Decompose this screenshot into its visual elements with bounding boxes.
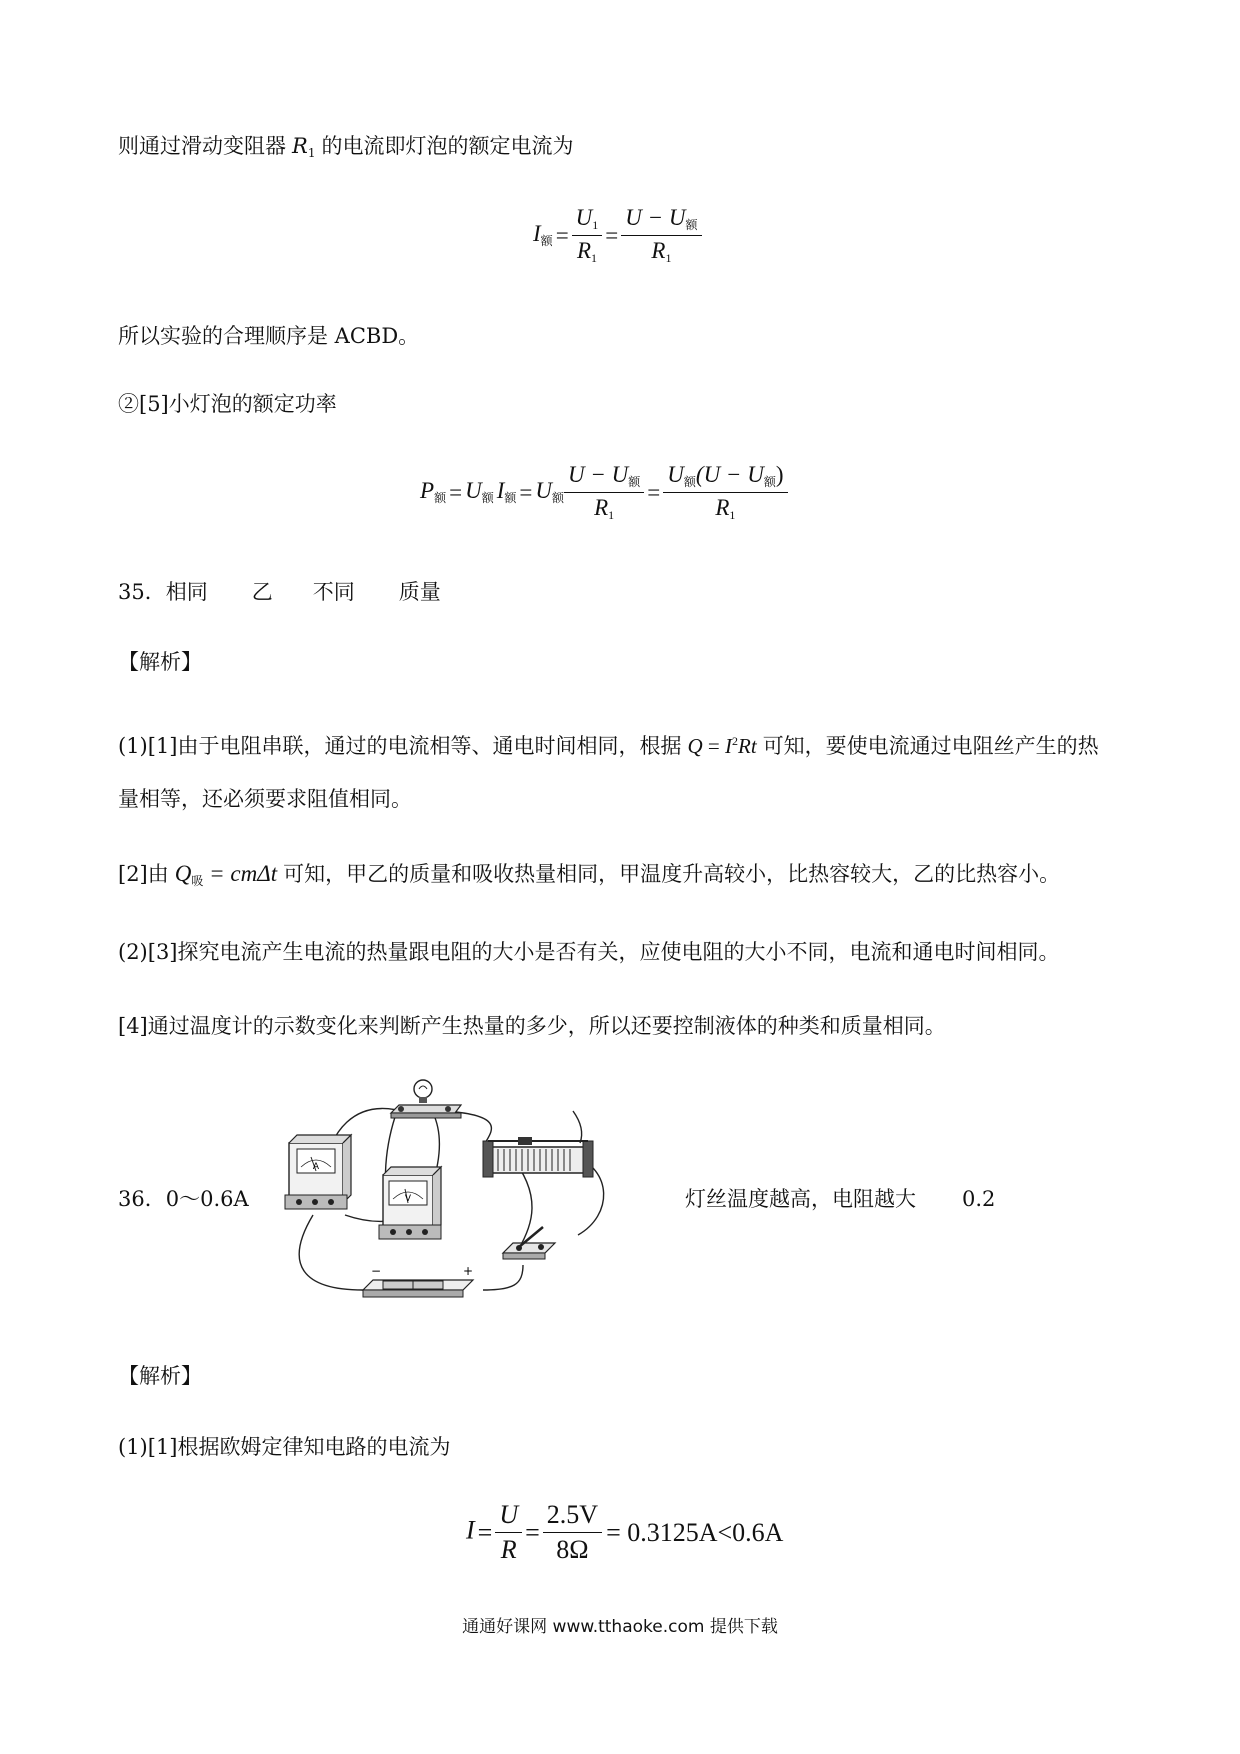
formula-joule: $Q = I^2Rt$: [687, 734, 757, 758]
analysis-p4: [4]通过温度计的示数变化来判断产生热量的多少，所以还要控制液体的种类和质量相同。: [118, 1014, 946, 1038]
analysis-heading-2: 【解析】: [118, 1364, 202, 1388]
switch-icon: [503, 1227, 555, 1259]
bulb-icon: [391, 1080, 461, 1118]
page-footer: 通通好课网 www.tthaoke.com 提供下载: [462, 1617, 778, 1637]
analysis-p2: [2]由 $Q_吸 = cm\Delta t$ 可知，甲乙的质量和吸收热量相同，甲温度升高较小，比热容较大，乙的比热容小。: [118, 861, 1061, 888]
svg-text:V: V: [404, 1194, 412, 1204]
voltmeter-icon: [379, 1167, 441, 1239]
analysis-p5: (1)[1]根据欧姆定律知电路的电流为: [118, 1435, 451, 1459]
analysis-p3: (2)[3]探究电流产生电流的热量跟电阻的大小是否有关，应使电阻的大小不同，电流和通电时间相同。: [118, 940, 1060, 964]
fraction: $\frac{U_额(U - U_额)}{R_1}$: [663, 462, 787, 523]
analysis-heading-1: 【解析】: [118, 650, 202, 674]
rheostat-icon: [483, 1137, 593, 1177]
fraction: $\frac{U - U_额}{R_1}$: [564, 462, 644, 523]
answer-36-range: 36．0～0.6A: [118, 1187, 249, 1211]
wire: [573, 1111, 582, 1143]
formula-rated-current: $I_额$ = $\frac{U_1}{R_1}$ = $\frac{U - U_额}{R_1}$: [533, 205, 702, 266]
formula-ohms-law: I = $\frac{U}{R}$ = $\frac{2.5V}{8\Omega}$ = 0.3125A<0.6A: [466, 1500, 784, 1564]
answer-36-reason: 灯丝温度越高，电阻越大 0.2: [685, 1187, 996, 1211]
ammeter-icon: [285, 1135, 351, 1209]
circuit-diagram: [283, 1075, 643, 1320]
text-line-order: 所以实验的合理顺序是 ACBD。: [118, 324, 420, 348]
text-line-1: 则通过滑动变阻器 $R_1$ 的电流即灯泡的额定电流为: [118, 134, 574, 160]
wire: [299, 1215, 363, 1290]
analysis-p1-line2: 量相等，还必须要求阻值相同。: [118, 787, 412, 811]
fraction: $\frac{U - U_额}{R_1}$: [621, 205, 701, 266]
fraction: $\frac{2.5V}{8\Omega}$: [543, 1500, 602, 1565]
formula-heat-absorbed: $Q_吸 = cm\Delta t$: [174, 861, 278, 888]
svg-text:−: −: [371, 1264, 382, 1278]
battery-icon: [363, 1264, 473, 1297]
wire: [483, 1265, 523, 1290]
analysis-p1-line1: (1)[1]由于电阻串联，通过的电流相等、通电时间相同，根据 $Q = I^2Rt$ 可知，要使电流通过电阻丝产生的热: [118, 734, 1099, 758]
text-line-power: ②[5]小灯泡的额定功率: [118, 392, 337, 416]
fraction: $\frac{U_1}{R_1}$: [572, 205, 603, 266]
fraction: $\frac{U}{R}$: [495, 1500, 522, 1565]
svg-text:+: +: [463, 1264, 474, 1278]
svg-text:A: A: [312, 1162, 320, 1172]
answer-35: 35．相同 乙 不同 质量: [118, 580, 441, 604]
formula-rated-power: $P_额 = U_额$ $I_额 = U_额$ $\frac{U - U_额}{R_1}$ = $\frac{U_额(U - U_额)}{R_1}$: [420, 462, 788, 523]
